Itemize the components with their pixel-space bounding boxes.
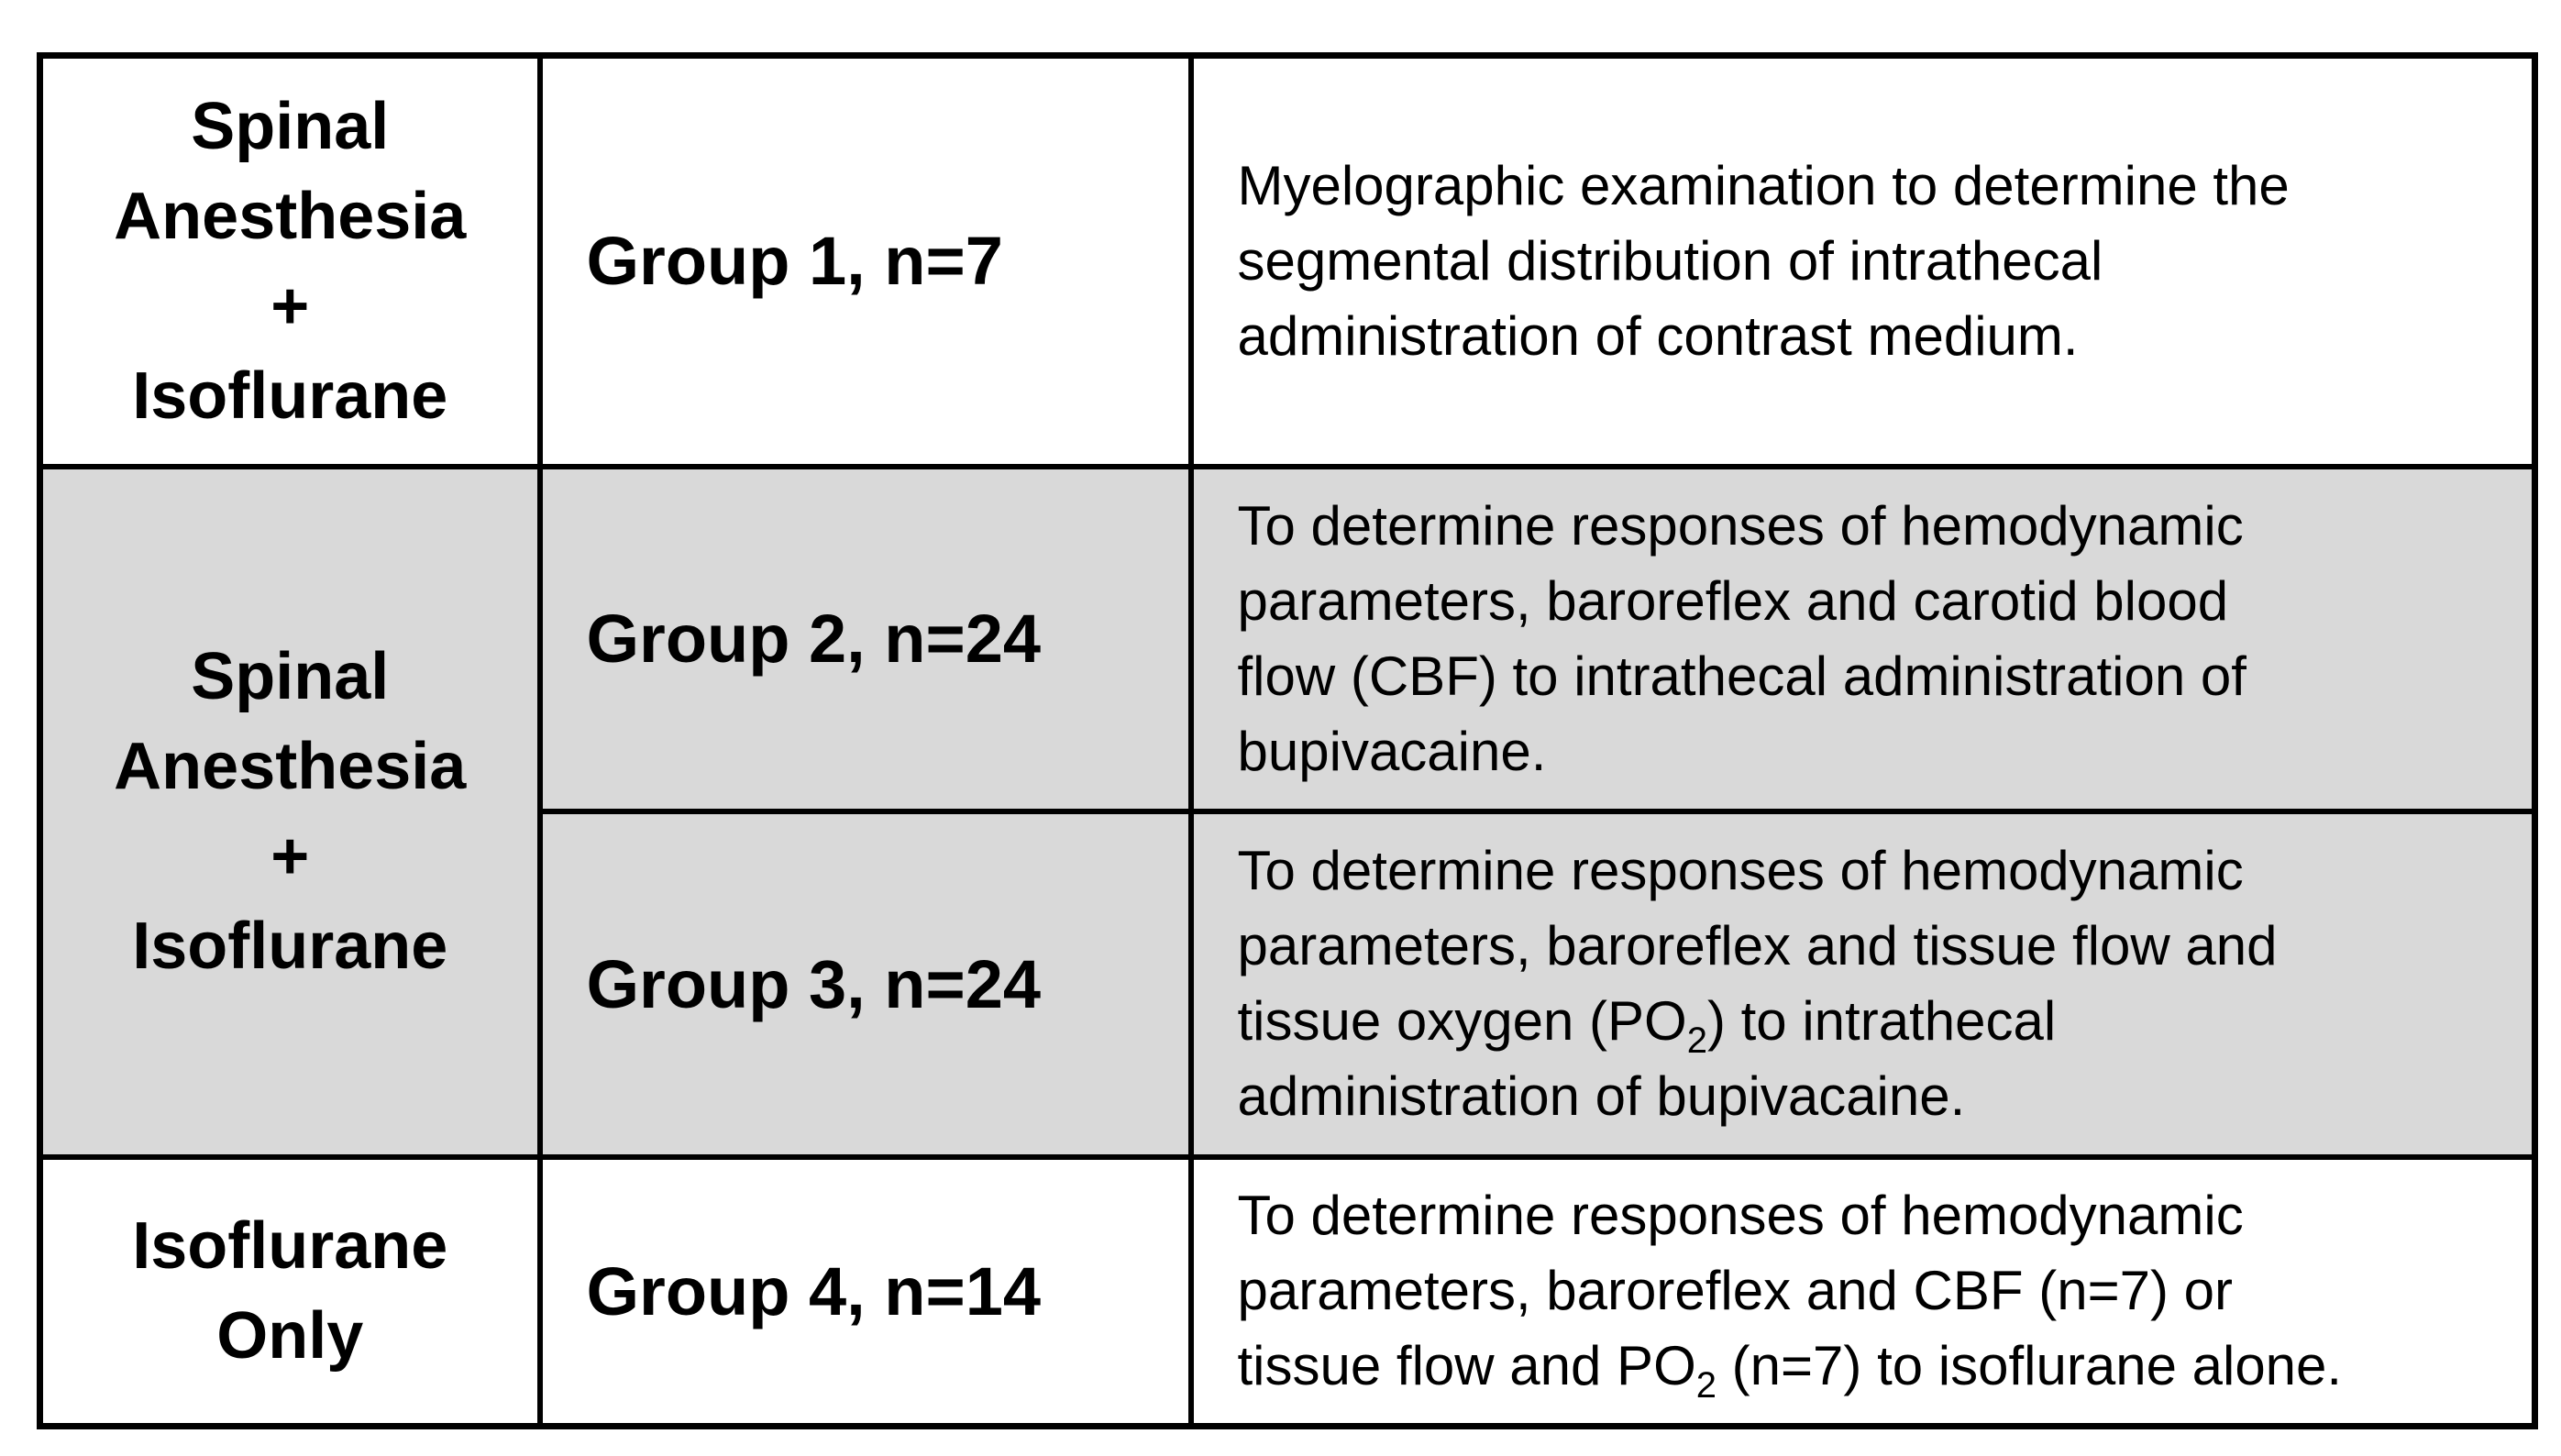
group-cell: Group 4, n=14 bbox=[540, 1157, 1191, 1427]
subscript: 2 bbox=[1695, 1365, 1717, 1406]
description-line: To determine responses of hemodynamic bbox=[1237, 494, 2244, 557]
description-line: parameters, baroreflex and CBF (n=7) or bbox=[1237, 1260, 2233, 1322]
description-line: flow (CBF) to intrathecal administration of bbox=[1237, 645, 2246, 707]
description-text: tissue flow and PO bbox=[1237, 1335, 1696, 1397]
description-cell bbox=[1191, 811, 2535, 1157]
category-cell bbox=[40, 56, 540, 467]
description-text: (n=7) to isoflurane alone. bbox=[1717, 1335, 2343, 1397]
description-line: To determine responses of hemodynamic bbox=[1237, 1185, 2244, 1247]
group-cell: Group 1, n=7 bbox=[540, 56, 1191, 467]
category-cell bbox=[40, 467, 540, 1157]
description-line: administration of bupivacaine. bbox=[1237, 1065, 1966, 1127]
subscript: 2 bbox=[1686, 1020, 1707, 1061]
category-line: Isoflurane bbox=[132, 910, 448, 983]
description-cell bbox=[1191, 1157, 2535, 1427]
description-line: bupivacaine. bbox=[1237, 720, 1547, 782]
category-line: Only bbox=[216, 1299, 364, 1373]
description-text: ) to intrathecal bbox=[1706, 990, 2057, 1052]
description-line: Myelographic examination to determine the bbox=[1237, 154, 2290, 216]
description-cell bbox=[1191, 467, 2535, 811]
group-cell: Group 3, n=24 bbox=[540, 811, 1191, 1157]
category-line: Spinal bbox=[191, 640, 390, 713]
description-line bbox=[1238, 1329, 2511, 1404]
category-line: Spinal bbox=[191, 89, 390, 163]
table-row bbox=[40, 56, 2535, 467]
category-line: Anesthesia bbox=[114, 179, 467, 253]
study-groups-table bbox=[37, 52, 2538, 1429]
description-line bbox=[1238, 984, 2511, 1059]
description-line: administration of contrast medium. bbox=[1237, 304, 2079, 367]
category-line: + bbox=[270, 820, 310, 893]
table-row bbox=[40, 1157, 2535, 1427]
category-line: Isoflurane bbox=[132, 358, 448, 433]
category-line: Isoflurane bbox=[132, 1209, 448, 1284]
description-text: tissue oxygen (PO bbox=[1237, 990, 1687, 1052]
table-row bbox=[40, 467, 2535, 811]
description-cell bbox=[1191, 56, 2535, 467]
description-line: parameters, baroreflex and tissue flow and bbox=[1237, 915, 2278, 976]
group-cell: Group 2, n=24 bbox=[540, 467, 1191, 811]
description-line: segmental distribution of intrathecal bbox=[1237, 229, 2103, 292]
category-line: + bbox=[270, 269, 310, 343]
description-line: parameters, baroreflex and carotid blood bbox=[1237, 569, 2229, 632]
description-line: To determine responses of hemodynamic bbox=[1237, 840, 2244, 901]
category-line: Anesthesia bbox=[114, 730, 467, 803]
category-cell bbox=[40, 1157, 540, 1427]
